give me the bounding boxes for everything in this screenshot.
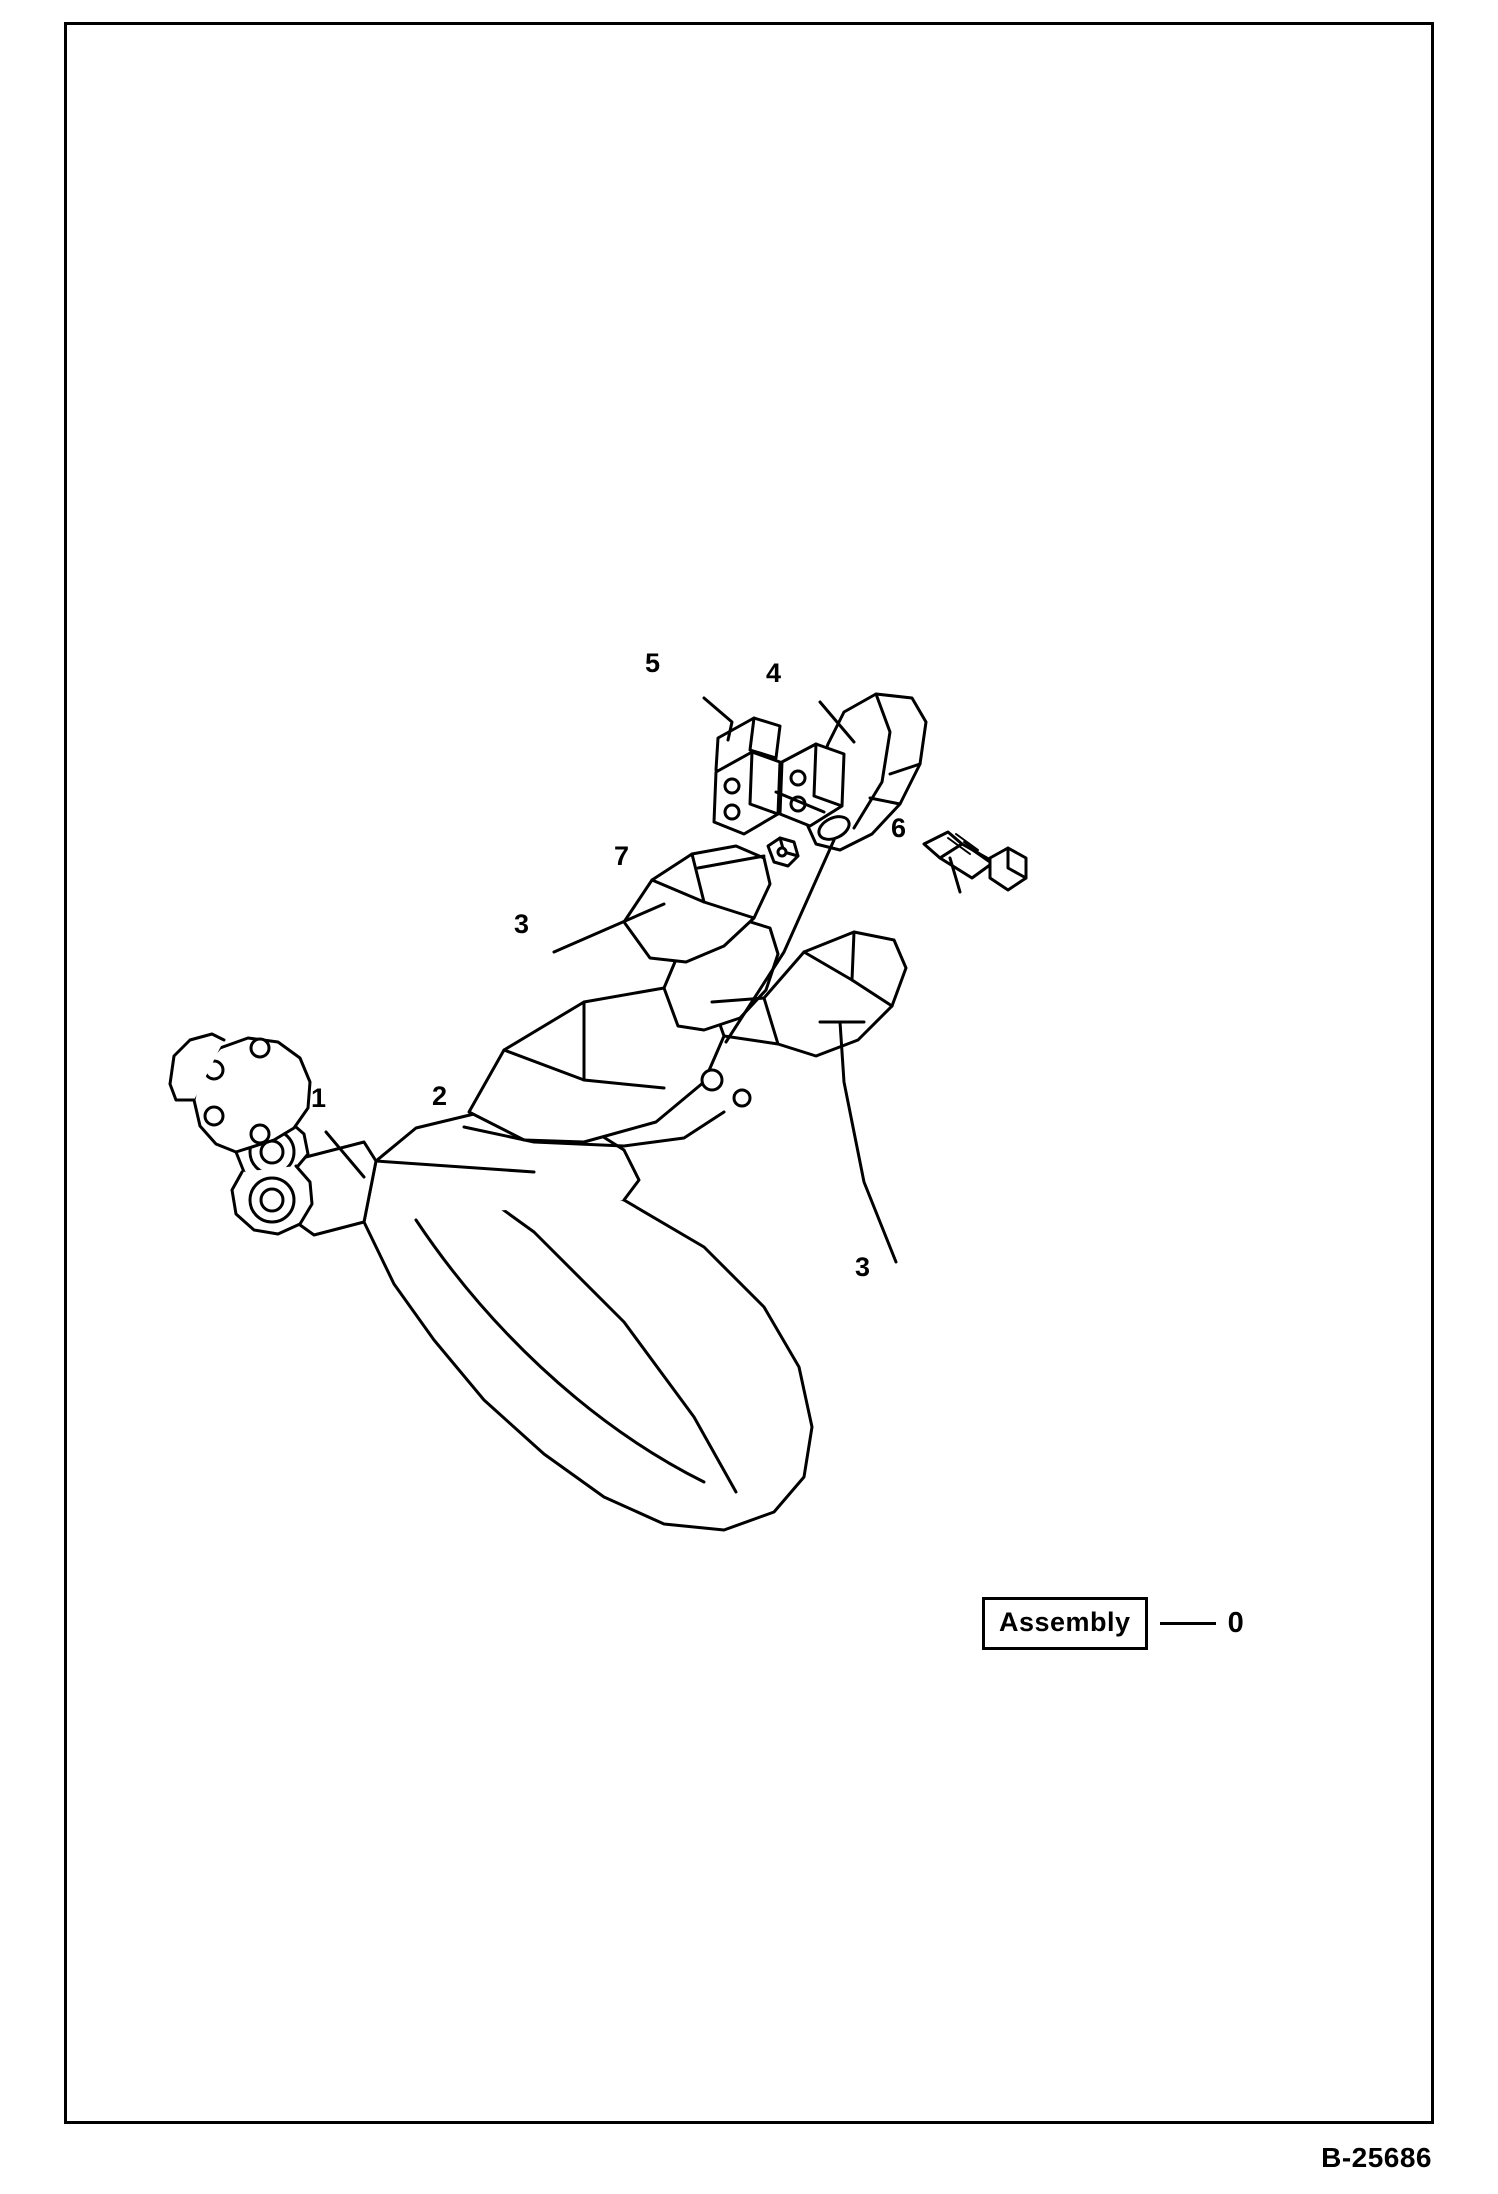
rear-wall-line-2 [724,1036,778,1044]
callout-6: 6 [891,813,907,843]
side-cutter-lower-edge [852,932,854,980]
callout-3-lower: 3 [855,1252,871,1282]
shim-hole-l1 [725,779,739,793]
callout-5: 5 [645,648,661,678]
exploded-diagram-illustration [64,22,1434,2124]
leader-3-lower [840,1022,896,1262]
mount-bolt-hole-left [702,1070,722,1090]
callout-3-upper: 3 [514,909,530,939]
shim-hole-l2 [725,805,739,819]
bracket-hole-4 [251,1125,269,1143]
mount-bolt-hole-left-2 [734,1090,750,1106]
assembly-label: Assembly [982,1597,1148,1650]
diagram-svg [64,22,1434,2124]
assembly-ref-number: 0 [1227,1607,1244,1639]
bracket-hole-3 [205,1107,223,1125]
shim-hole-r1 [791,771,805,785]
callout-2: 2 [432,1081,448,1111]
callout-4: 4 [766,658,782,688]
bucket-body [364,1170,812,1530]
bracket-hole-2 [251,1039,269,1057]
bucket-pivot-bore-lower [261,1189,283,1211]
callout-1: 1 [311,1083,327,1113]
assembly-legend [982,1597,1244,1650]
drawing-code: B-25686 [1321,2142,1432,2173]
callout-7: 7 [614,841,630,871]
assembly-leader-dash [1160,1622,1216,1625]
nut-thread-hole [778,848,786,856]
